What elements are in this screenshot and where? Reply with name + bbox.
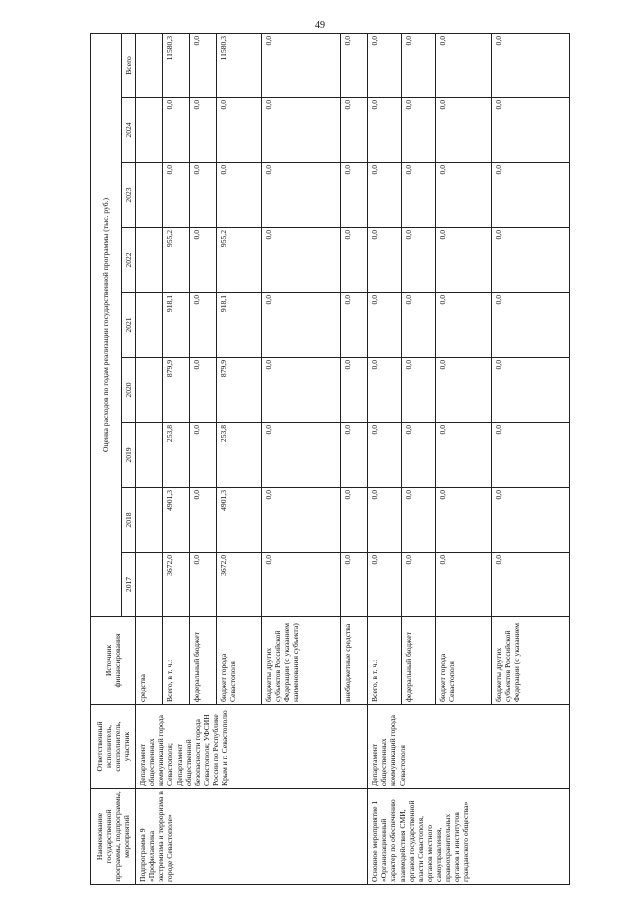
amount-cell: 0,0 (368, 553, 402, 617)
amount-cell: 955,2 (217, 228, 262, 293)
amount-cell: 0,0 (436, 33, 492, 97)
table-rotation-wrapper (90, 34, 570, 885)
amount-cell: 0,0 (261, 488, 340, 553)
amount-cell: 0,0 (261, 553, 340, 617)
program-name-cell: Подпрограмма 9 «Профилактика экстремизма и терроризма в городе Севастополе» (136, 789, 368, 885)
amount-cell: 0,0 (261, 98, 340, 163)
rotated-table-area (90, 34, 570, 885)
funding-source-cell: средства (136, 617, 163, 705)
amount-cell (136, 293, 163, 358)
amount-cell: 0,0 (190, 293, 217, 358)
amount-cell: 253,8 (163, 423, 190, 488)
amount-cell: 0,0 (436, 488, 492, 553)
header-executor: Ответственный исполнитель, соисполнитель, участник (91, 705, 136, 789)
amount-cell: 0,0 (341, 488, 368, 553)
header-year: 2021 (122, 293, 136, 358)
amount-cell: 0,0 (492, 293, 570, 358)
amount-cell: 0,0 (190, 423, 217, 488)
funding-source-cell: бюджеты других субъектов Российской Федерации (с указанием наименования субъекта) (261, 617, 340, 705)
amount-cell: 0,0 (402, 98, 436, 163)
amount-cell: 0,0 (492, 423, 570, 488)
funding-source-cell: бюджет города Севастополя (217, 617, 262, 705)
amount-cell: 0,0 (436, 228, 492, 293)
amount-cell (136, 163, 163, 228)
amount-cell: 0,0 (190, 358, 217, 423)
amount-cell: 0,0 (402, 163, 436, 228)
amount-cell (136, 488, 163, 553)
amount-cell: 0,0 (341, 228, 368, 293)
amount-cell: 11580,3 (163, 33, 190, 97)
amount-cell: 0,0 (341, 163, 368, 228)
header-year: 2019 (122, 423, 136, 488)
header-name: Наименование государственной программы, подпрограммы, мероприятий (91, 789, 136, 885)
amount-cell: 918,1 (217, 293, 262, 358)
amount-cell: 0,0 (402, 488, 436, 553)
amount-cell: 0,0 (492, 553, 570, 617)
amount-cell: 0,0 (261, 33, 340, 97)
amount-cell: 3672,0 (163, 553, 190, 617)
amount-cell: 0,0 (368, 293, 402, 358)
amount-cell: 0,0 (368, 163, 402, 228)
amount-cell: 0,0 (261, 293, 340, 358)
header-year: 2023 (122, 163, 136, 228)
funding-source-cell: внебюджетные средства (341, 617, 368, 705)
amount-cell: 0,0 (402, 293, 436, 358)
amount-cell: 0,0 (217, 98, 262, 163)
page-number: 49 (315, 20, 325, 31)
funding-source-cell: федеральный бюджет (190, 617, 217, 705)
amount-cell: 4901,3 (217, 488, 262, 553)
amount-cell: 0,0 (402, 423, 436, 488)
amount-cell: 0,0 (341, 33, 368, 97)
amount-cell: 0,0 (368, 98, 402, 163)
header-year: 2024 (122, 98, 136, 163)
amount-cell: 0,0 (492, 163, 570, 228)
header-year: 2020 (122, 358, 136, 423)
program-name-cell: Основное мероприятие 1 «Организационный характер по обеспечению взаимодействия СМИ, органов государственной власти Севастополя, органов местного самоуправления, правоохранительных органов и институтов гражданского общества» (368, 789, 570, 885)
amount-cell: 0,0 (368, 423, 402, 488)
amount-cell: 0,0 (261, 228, 340, 293)
amount-cell: 0,0 (436, 553, 492, 617)
amount-cell (136, 553, 163, 617)
amount-cell: 0,0 (492, 98, 570, 163)
funding-source-cell: Всего, в т. ч.: (163, 617, 190, 705)
executor-cell: Департамент общественных коммуникаций города Севастополя; Департамент общественной безопасности города Севастополя; УФСИН России по Республике Крым и г. Севастополю (136, 705, 368, 789)
header-year: 2018 (122, 488, 136, 553)
funding-source-cell: Всего, в т. ч.: (368, 617, 402, 705)
amount-cell: 0,0 (436, 423, 492, 488)
amount-cell: 0,0 (492, 33, 570, 97)
amount-cell: 0,0 (492, 358, 570, 423)
amount-cell: 0,0 (261, 358, 340, 423)
amount-cell: 0,0 (163, 163, 190, 228)
amount-cell: 0,0 (492, 228, 570, 293)
amount-cell: 0,0 (402, 228, 436, 293)
amount-cell: 0,0 (190, 228, 217, 293)
amount-cell: 0,0 (436, 163, 492, 228)
amount-cell: 0,0 (368, 33, 402, 97)
amount-cell: 0,0 (261, 163, 340, 228)
amount-cell: 0,0 (436, 98, 492, 163)
amount-cell: 0,0 (190, 553, 217, 617)
amount-cell (136, 423, 163, 488)
header-year: Всего (122, 33, 136, 97)
amount-cell (136, 98, 163, 163)
header-year: 2017 (122, 553, 136, 617)
amount-cell (136, 228, 163, 293)
funding-source-cell: бюджеты других субъектов Российской Федерации (с указанием (492, 617, 570, 705)
funding-source-cell: федеральный бюджет (402, 617, 436, 705)
amount-cell: 3672,0 (217, 553, 262, 617)
table-body (136, 33, 570, 884)
amount-cell (136, 33, 163, 97)
amount-cell (136, 358, 163, 423)
amount-cell: 4901,3 (163, 488, 190, 553)
executor-cell: Департамент общественных коммуникаций города Севастополя (368, 705, 570, 789)
amount-cell: 0,0 (163, 98, 190, 163)
header-estimate: Оценка расходов по годам реализации государственной программы (тыс. руб.) (91, 33, 122, 616)
amount-cell: 11580,3 (217, 33, 262, 97)
amount-cell: 0,0 (368, 228, 402, 293)
amount-cell: 0,0 (261, 423, 340, 488)
amount-cell: 0,0 (341, 98, 368, 163)
amount-cell: 0,0 (402, 358, 436, 423)
amount-cell: 0,0 (190, 163, 217, 228)
amount-cell: 0,0 (402, 553, 436, 617)
table-row (368, 33, 402, 884)
expenditure-table (90, 33, 570, 885)
amount-cell: 0,0 (402, 33, 436, 97)
amount-cell: 0,0 (190, 33, 217, 97)
amount-cell: 0,0 (217, 163, 262, 228)
amount-cell: 0,0 (341, 423, 368, 488)
header-source: Источник финансирования (91, 617, 136, 705)
amount-cell: 0,0 (368, 488, 402, 553)
amount-cell: 0,0 (341, 553, 368, 617)
amount-cell: 955,2 (163, 228, 190, 293)
amount-cell: 0,0 (190, 98, 217, 163)
amount-cell: 0,0 (341, 358, 368, 423)
amount-cell: 879,9 (163, 358, 190, 423)
funding-source-cell: бюджет города Севастополя (436, 617, 492, 705)
amount-cell: 0,0 (436, 358, 492, 423)
amount-cell: 0,0 (341, 293, 368, 358)
amount-cell: 0,0 (190, 488, 217, 553)
amount-cell: 0,0 (436, 293, 492, 358)
amount-cell: 0,0 (368, 358, 402, 423)
table-row (136, 33, 163, 884)
amount-cell: 253,8 (217, 423, 262, 488)
amount-cell: 918,1 (163, 293, 190, 358)
amount-cell: 0,0 (492, 488, 570, 553)
header-year: 2022 (122, 228, 136, 293)
amount-cell: 879,9 (217, 358, 262, 423)
